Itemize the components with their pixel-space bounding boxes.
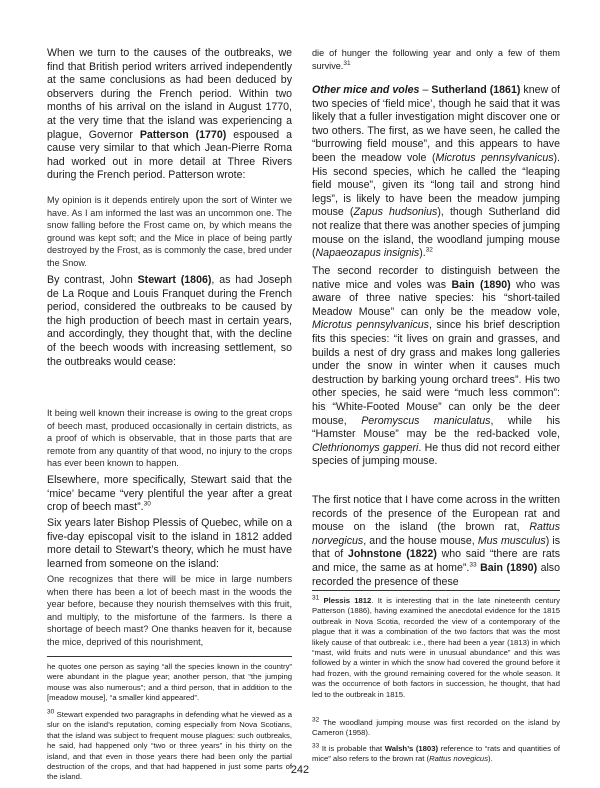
citation-bain: Bain (1890) [451,278,511,291]
citation-stewart: Stewart (1806) [137,274,212,286]
paragraph-plessis: Six years later Bishop Plessis of Quebec, while on a five-day episcopal visit to the island in 1812 added more detail to Stewart’s theory, which he must have learned from someone on the island: [47,517,292,570]
paragraph-other-mice: Other mice and voles – Sutherland (1861) knew of two species of ‘field mice’, though he said that it was likely that a fuller investigation might discover one or two others. The first, as we have seen, he called the “burrowing field mouse”, and this appears to have been the meadow vole (Microtus pennsylvanicus). His second species, which he called the “leaping field mouse”, given its “long tail and strong hind legs”, is likely to have been the meadow jumping mouse (Zapus hudsonius), though Sutherland did not realize that there was another species of jumping mouse on the island, the woodland jumping mouse (Napaeozapus insignis).$^{32}$ [312,84,561,260]
quote-stewart: It being well known their increase is owing to the great crops of beech mast, produced occasionally in certain districts, as a proof of which is observable, that in those parts that are remote from any quantity of that wood, no injury to the crops has ever been known to happen. [47,408,292,469]
footnote-32: $^{32}$ The woodland jumping mouse was first recorded on the island by Cameron (1958). [312,716,560,738]
paragraph-beech-mast: Elsewhere, more specifically, Stewart said that the ‘mice’ became “very plentiful the year after a great crop of beech mast”.$^{30}$ [47,474,292,514]
citation-sutherland: Sutherland (1861) [431,84,521,96]
quote-plessis-continued: die of hunger the following year and only a few of them survive.$^{31}$ [312,48,560,71]
quote-plessis: One recognizes that there will be mice in large numbers when there has been a lot of beech mast in the woods the year before, because they nourish themselves with this fruit, and multiply, to the misfortune of the farmers. Is there a shortage of beech mast? One thanks heaven for it, because the mice, deprived of this nourishment, [47,574,292,647]
footnote-continued: he quotes one person as saying “all the species known in the country” were abundant in the plague year; another person, that “the jumping mouse was also numerous”; and a third person, that in addition to the [meadow mouse], “a smaller kind appeared”. [47,662,292,703]
footnote-30: $^{30}$ Stewart expended two paragraphs in defending what he viewed as a slur on the island’s reputation, coming especially from Nova Scotians, that the island was subject to frequent mouse plagues: such outbreaks, he said, had happened only “two or three years” in his thirty on the island, and that even in those years there had been only the partial destruction of the crops, and that had happened in just some parts of the island. [47,708,292,782]
footnote-ref-30: 30 [143,500,151,508]
citation-johnstone: Johnstone (1822) [347,548,437,561]
footnote-32-number: 32 [312,716,320,724]
paragraph-stewart: By contrast, John Stewart (1806), as had Joseph de La Roque and Louis Franquet during the French period, considered the outbreaks to be caused by the high production of beech mast in certain years, and accordingly, they thought that, with the decline of the beech woods with increasing settlement, so the outbreaks would cease: [47,274,292,368]
paragraph-causes: When we turn to the causes of the outbreaks, we find that British period writers arrived independently at the same conclusions as had been deduced by observers during the French period. Within two months of his arrival on the island in August 1770, at the very time that the island was experiencing a plague, Governor Patterson (1770) espoused a cause very similar to that which Jean-Pierre Roma had worked out in more detail at Three Rivers during the French period. Patterson wrote: [47,47,292,182]
footnote-30-number: 30 [47,708,55,716]
citation-bain-1890: Bain (1890) [480,561,538,574]
paragraph-european-rat: The first notice that I have come across in the written records of the presence of the European rat and mouse on the island (the brown rat, Rattus norvegicus, and the house mouse, Mus musculus) is that of Johnstone (1822) who said “there are rats and mice, the same as at home”.$^{33}$ Bain (1890) also recorded the presence of these [312,494,561,588]
footnote-31-number: 31 [312,594,320,602]
citation-patterson: Patterson (1770) [139,128,227,141]
footnote-33: $^{33}$ It is probable that Walsh’s (1803) reference to “rats and quantities of mice” also refers to the brown rat (Rattus novegicus). [312,742,560,764]
page-number: 242 [290,764,310,776]
footnote-31: $^{31}$ Plessis 1812. It is interesting that in the late nineteenth century Patterson (1886), having examined the anecdotal evidence for the 1815 outbreak in Nova Scotia, recorded the view of a contemporary of the plague that it was a combination of the two factors that was the most likely cause of that outbreak: i.e., there had been a year (1813) in which “mast, wild fruits and nuts were in unusual abundance” and this was followed by a winter in which the snow had covered the ground before it had frozen, with the ground remaining covered for the whole season. It was the occurrence of both factors in succession, he thought, that had led to the outbreak in 1815. [312,594,560,699]
section-heading-other-mice: Other mice and voles [312,84,420,96]
footnote-ref-33: 33 [469,561,477,569]
footnote-divider-right [312,590,560,591]
paragraph-bain: The second recorder to distinguish between the native mice and voles was Bain (1890) who was aware of three native species: his “short-tailed Meadow Mouse” can only be the meadow vole, Microtus pennsylvanicus, since his brief description fits this species: “it lives on grain and grasses, and builds a nest of dry grass and makes long galleries under the snow in winter when it causes much destruction by barking young orchard trees”. His two other species, he said were “much less common”: his “White-Footed Mouse” can only be the deer mouse, Peromyscus maniculatus, while his “Hamster Mouse” may be the red-backed vole, Clethrionomys gapperi. He thus did not record either species of jumping mouse. [312,265,560,468]
quote-patterson: My opinion is it depends entirely upon the sort of Winter we have. As I am informed the last was an uncommon one. The snow falling before the Frost came on, by which means the ground was kept soft; and the Mice in place of being partly destroyed by the Frost, as is commonly the case, bred under the Snow. [47,195,292,268]
footnote-ref-32: 32 [425,246,433,254]
footnote-33-number: 33 [312,742,320,750]
footnote-ref-31: 31 [343,59,351,67]
footnote-divider-left [47,656,292,657]
